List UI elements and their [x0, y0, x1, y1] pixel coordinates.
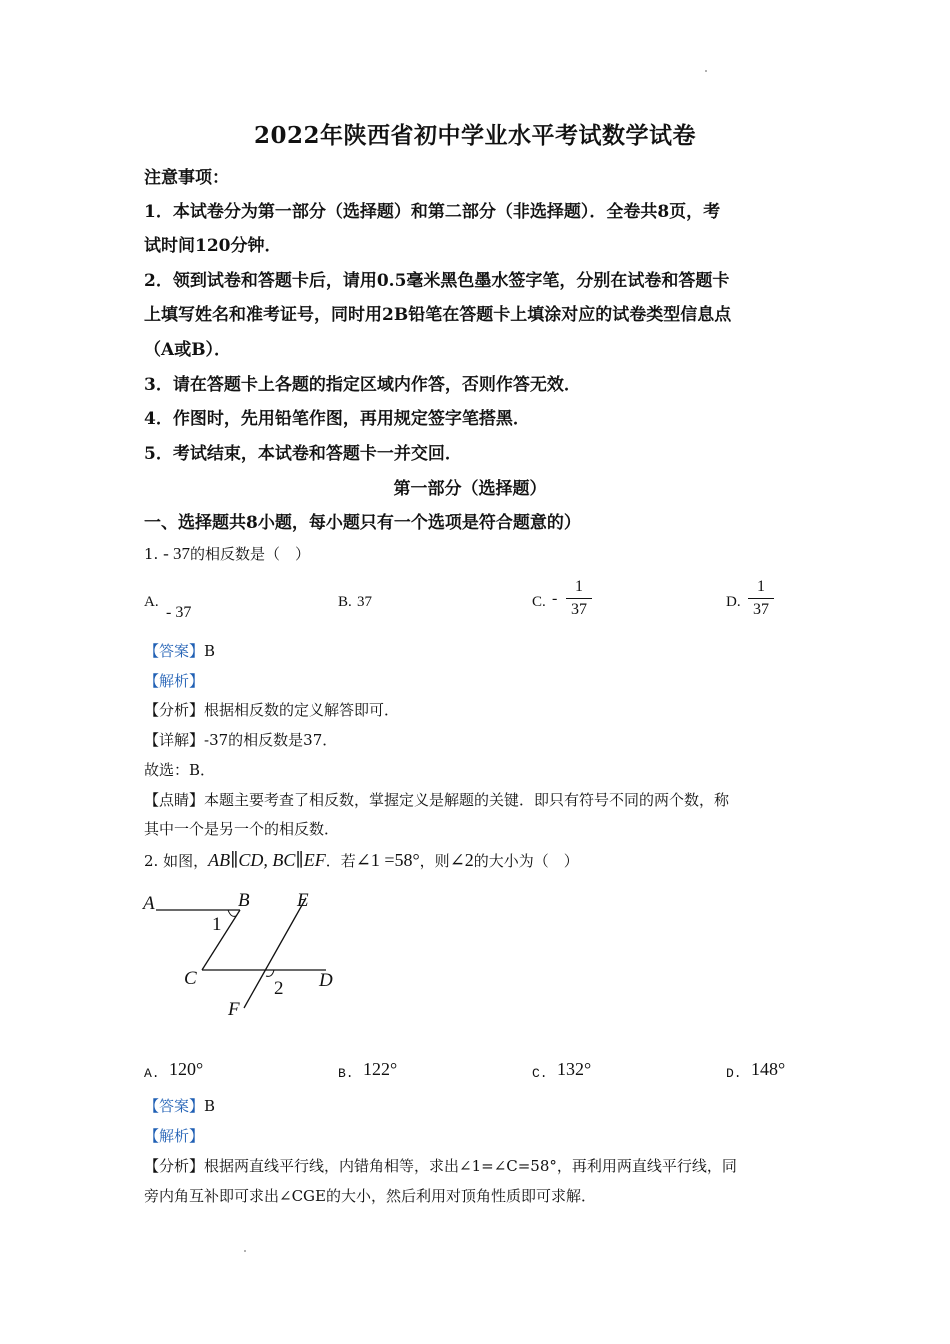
notice-line: 4．作图时，先用铅笔作图，再用规定签字笔搭黑．: [144, 409, 530, 429]
q1-option-a-value: - 37: [166, 604, 192, 621]
q2-option-c-label: C.: [532, 1066, 548, 1081]
answer-label: 【答案】: [144, 1097, 205, 1115]
q1-option-c-label: C.: [532, 594, 546, 610]
q1-option-c-sign: -: [552, 590, 558, 607]
notice-line: 上填写姓名和准考证号，同时用2B铅笔在答题卡上填涂对应的试卷类型信息点: [144, 305, 732, 325]
notice-line: 5．考试结束，本试卷和答题卡一并交回．: [144, 444, 462, 464]
notice-line: 2．领到试卷和答题卡后，请用0.5毫米黑色墨水签字笔，分别在试卷和答题卡: [144, 271, 730, 291]
fraction-denominator: 37: [753, 601, 769, 618]
q1-choice: 故选：B．: [144, 761, 216, 779]
q2-option-b-value: 122°: [363, 1059, 398, 1079]
q2-option-a-label: A.: [144, 1066, 160, 1081]
q2-condition: ∠1 =58°: [355, 850, 420, 870]
xiangjie-text: -37的相反数是37．: [204, 731, 338, 749]
q1-option-a-label: A.: [144, 594, 159, 610]
q1-number: 1.: [144, 545, 159, 563]
q1-dianjing-cont: 其中一个是另一个的相反数．: [144, 820, 340, 838]
q1-option-b-value: 37: [357, 594, 372, 610]
q2-tail-prefix: ，则: [419, 852, 450, 870]
notice-line: 3．请在答题卡上各题的指定区域内作答，否则作答无效．: [144, 375, 581, 395]
q2-cond-prefix: ．若: [325, 852, 356, 870]
label-angle-1: 1: [212, 914, 222, 935]
answer-value: B: [204, 642, 216, 660]
fraction-bar: [566, 598, 592, 599]
q2-given: AB∥CD, BC∥EF: [208, 850, 326, 870]
q2-tail-angle: ∠2: [449, 850, 474, 870]
xiangjie-label: 【详解】: [144, 731, 205, 749]
q1-fenxi: [144, 699, 399, 720]
dianjing-label: 【点睛】: [144, 791, 205, 809]
answer-value: B: [204, 1097, 216, 1115]
fraction-numerator: 1: [575, 578, 583, 595]
q1-dianjing: [144, 789, 729, 810]
fenxi-text: 根据相反数的定义解答即可．: [204, 701, 400, 719]
q2-option-a-value: 120°: [169, 1059, 204, 1079]
q2-option-d-label: D.: [726, 1066, 742, 1081]
q2-tail: 的大小为（ ）: [473, 852, 579, 870]
label-d: D: [319, 970, 333, 991]
q1-option-d-fraction: [748, 578, 774, 619]
label-angle-2: 2: [274, 978, 284, 999]
q2-answer: [144, 1095, 215, 1116]
answer-label: 【答案】: [144, 642, 205, 660]
section-title: 一、选择题共8小题，每小题只有一个选项是符合题意的）: [144, 513, 581, 533]
q2-fenxi: [144, 1155, 737, 1176]
q2-option-b-label: B.: [338, 1066, 354, 1081]
label-c: C: [184, 968, 197, 989]
dianjing-text: 本题主要考查了相反数，掌握定义是解题的关键．即只有符号不同的两个数，称: [204, 791, 730, 809]
part-title: 第一部分（选择题）: [393, 479, 547, 499]
label-b: B: [238, 890, 250, 911]
label-a: A: [143, 893, 155, 914]
label-f: F: [228, 999, 240, 1020]
q1-stem-text: 的相反数是（ ）: [190, 545, 311, 563]
notice-line: （A或B）．: [144, 340, 232, 360]
notice-line: 试时间120分钟．: [144, 236, 282, 256]
q1-option-d-label: D.: [726, 594, 741, 610]
q2-option-c-value: 132°: [557, 1059, 592, 1079]
fraction-numerator: 1: [757, 578, 765, 595]
fraction-bar: [748, 598, 774, 599]
q2-fenxi-cont: 旁内角互补即可求出∠CGE的大小，然后利用对顶角性质即可求解．: [144, 1187, 596, 1205]
fraction-denominator: 37: [571, 601, 587, 618]
q2-number: 2. 如图，: [144, 852, 209, 870]
q1-analysis-label: 【解析】: [144, 672, 205, 690]
label-e: E: [297, 890, 309, 911]
scan-dot: [705, 70, 707, 72]
q1-option-b-label: B.: [338, 594, 352, 610]
q1-xiangjie: [144, 729, 337, 750]
q1-option-c-fraction: [566, 578, 592, 619]
fenxi-label: 【分析】: [144, 1157, 205, 1175]
page-title: 2022年陕西省初中学业水平考试数学试卷: [253, 122, 696, 149]
q2-stem: [144, 850, 579, 871]
q2-option-d-value: 148°: [751, 1059, 786, 1079]
q1-stem: [144, 543, 310, 564]
notice-line: 1．本试卷分为第一部分（选择题）和第二部分（非选择题）．全卷共8页，考: [144, 202, 721, 222]
notice-heading: 注意事项：: [144, 168, 229, 188]
q2-figure: [140, 884, 350, 1024]
fenxi-text: 根据两直线平行线，内错角相等，求出∠1=∠C=58°，再利用两直线平行线，同: [204, 1157, 737, 1175]
angle-1-arc: [228, 910, 236, 916]
q2-analysis-label: 【解析】: [144, 1127, 205, 1145]
fenxi-label: 【分析】: [144, 701, 205, 719]
q1-answer: [144, 640, 215, 661]
q1-expr: - 37: [163, 544, 191, 563]
angle-2-arc: [266, 970, 274, 976]
scan-dot: [244, 1250, 246, 1252]
